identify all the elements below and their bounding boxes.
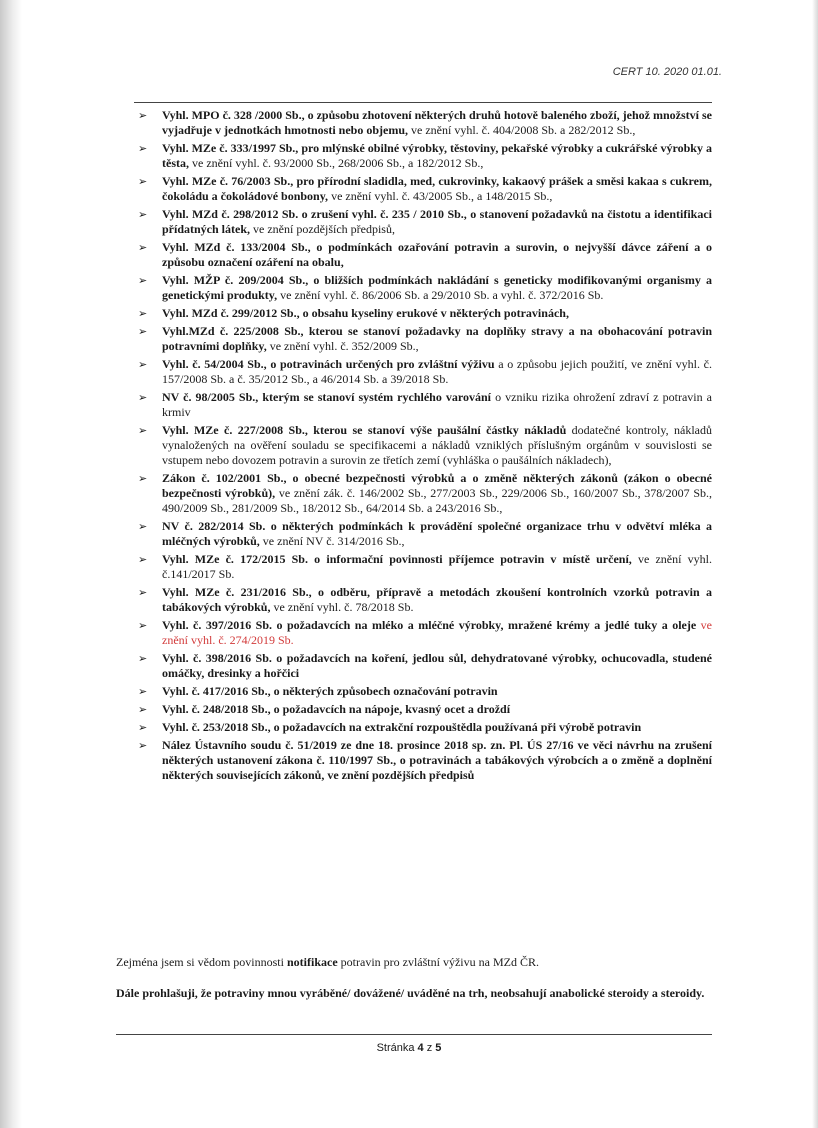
certificate-reference: CERT 10. 2020 01.01. <box>612 66 722 78</box>
legislation-item <box>132 423 712 468</box>
legislation-title: Vyhl. MŽP č. 209/2004 Sb., o bližších podmínkách nakládání s geneticky modifikovanými organismy a genetickými produkty, <box>162 273 712 302</box>
legislation-item <box>132 273 712 303</box>
arrow-bullet-icon: ➢ <box>138 109 148 122</box>
legislation-amendments: ve znění vyhl. č. 43/2005 Sb., a 148/2015 Sb., <box>328 189 553 203</box>
header-rule <box>134 102 712 103</box>
footer-page-prefix: Stránka <box>376 1042 418 1054</box>
arrow-bullet-icon: ➢ <box>138 586 148 599</box>
legislation-title: Vyhl. MZe č. 231/2016 Sb., o odběru, přípravě a metodách zkoušení kontrolních vzorků potravin a tabákových výrobků, <box>162 585 712 614</box>
arrow-bullet-icon: ➢ <box>138 175 148 188</box>
legislation-title: Vyhl. č. 397/2016 Sb. o požadavcích na mléko a mléčné výrobky, mražené krémy a jedlé tuky a oleje <box>162 618 697 632</box>
arrow-bullet-icon: ➢ <box>138 553 148 566</box>
arrow-bullet-icon: ➢ <box>138 619 148 632</box>
notification-notice <box>116 955 712 970</box>
arrow-bullet-icon: ➢ <box>138 721 148 734</box>
legislation-amendments: ve znění vyhl. č. 93/2000 Sb., 268/2006 Sb., a 182/2012 Sb., <box>189 156 484 170</box>
legislation-title: Vyhl. MPO č. 328 /2000 Sb., o způsobu zhotovení některých druhů hotově baleného zboží, jehož množství se vyjadřuje v jednotkách hmotnosti nebo objemu, <box>162 108 712 137</box>
legislation-item <box>132 651 712 681</box>
legislation-amendments: ve znění vyhl. č.141/2017 Sb. <box>162 552 712 581</box>
legislation-item <box>132 174 712 204</box>
legislation-item <box>132 684 712 699</box>
arrow-bullet-icon: ➢ <box>138 142 148 155</box>
footer-page-total: 5 <box>435 1042 442 1054</box>
arrow-bullet-icon: ➢ <box>138 391 148 404</box>
legislation-highlight: ve znění vyhl. č. 274/2019 Sb. <box>162 618 712 647</box>
legislation-item <box>132 720 712 735</box>
scan-right-edge <box>812 0 818 1128</box>
legislation-item <box>132 306 712 321</box>
legislation-item <box>132 390 712 420</box>
footer-page-number: 4 <box>417 1042 424 1054</box>
notice-text-pre: Zejména jsem si vědom povinnosti <box>116 955 287 969</box>
legislation-amendments: ve znění vyhl. č. 86/2006 Sb. a 29/2010 Sb. a vyhl. č. 372/2016 Sb. <box>277 288 604 302</box>
legislation-amendments: a o způsobu jejich použití, ve znění vyhl. č. 157/2008 Sb. a č. 35/2012 Sb., a 46/2014 Sb. a 39/2018 Sb. <box>162 357 712 386</box>
legislation-amendments: ve znění pozdějších předpisů, <box>250 222 395 236</box>
legislation-amendments: ve znění vyhl. č. 78/2018 Sb. <box>270 600 414 614</box>
legislation-item <box>132 471 712 516</box>
legislation-title: NV č. 98/2005 Sb., kterým se stanoví systém rychlého varování <box>162 390 492 404</box>
legislation-amendments: ve znění vyhl. č. 352/2009 Sb., <box>266 339 419 353</box>
legislation-amendments: o vzniku rizika ohrožení zdraví z potravin a krmiv <box>162 390 713 419</box>
closing-declaration: Dále prohlašuji, že potraviny mnou vyráběné/ dovážené/ uváděné na trh, neobsahují anabolické steroidy a steroidy. <box>116 986 705 1000</box>
legislation-item <box>132 207 712 237</box>
legislation-title: Vyhl. MZe č. 227/2008 Sb., kterou se stanoví výše paušální částky nákladů <box>162 423 567 437</box>
legislation-item <box>132 357 712 387</box>
legislation-item <box>132 552 712 582</box>
legislation-amendments: dodatečné kontroly, nákladů vynaložených na ověření souladu se specifikacemi a nákladů vzniklých příslušným orgánům v souvislosti se vstupem nebo dovozem potravin a surovin ze třetích zemí (vyhláška o paušálních nákladech), <box>162 423 712 467</box>
footer-rule <box>116 1034 712 1035</box>
arrow-bullet-icon: ➢ <box>138 685 148 698</box>
legislation-item <box>132 108 712 138</box>
arrow-bullet-icon: ➢ <box>138 274 148 287</box>
arrow-bullet-icon: ➢ <box>138 739 148 752</box>
arrow-bullet-icon: ➢ <box>138 325 148 338</box>
footer-page-separator: z <box>423 1042 436 1054</box>
legislation-title: Vyhl. MZe č. 76/2003 Sb., pro přírodní sladidla, med, cukrovinky, kakaový prášek a směsi kakaa s cukrem, čokoládu a čokoládové bonbony, <box>162 174 712 203</box>
arrow-bullet-icon: ➢ <box>138 424 148 437</box>
legislation-item <box>132 240 712 270</box>
scan-edge-shadow <box>0 0 22 1128</box>
arrow-bullet-icon: ➢ <box>138 652 148 665</box>
legislation-title: Vyhl. MZd č. 299/2012 Sb., o obsahu kyseliny erukové v některých potravinách, <box>162 306 569 320</box>
notice-text-bold: notifikace <box>286 955 338 969</box>
arrow-bullet-icon: ➢ <box>138 520 148 533</box>
arrow-bullet-icon: ➢ <box>138 241 148 254</box>
legislation-title: Vyhl. č. 417/2016 Sb., o některých způsobech označování potravin <box>162 684 498 698</box>
legislation-title: Vyhl. č. 54/2004 Sb., o potravinách určených pro zvláštní výživu <box>162 357 495 371</box>
legislation-amendments: ve znění vyhl. č. 404/2008 Sb. a 282/2012 Sb., <box>408 123 636 137</box>
legislation-title: Zákon č. 102/2001 Sb., o obecné bezpečnosti výrobků a o změně některých zákonů (zákon o obecné bezpečnosti výrobků), <box>162 471 712 500</box>
arrow-bullet-icon: ➢ <box>138 307 148 320</box>
arrow-bullet-icon: ➢ <box>138 472 148 485</box>
legislation-title: Vyhl. MZd č. 298/2012 Sb. o zrušení vyhl. č. 235 / 2010 Sb., o stanovení požadavků na čistotu a identifikaci přídatných látek, <box>162 207 712 236</box>
legislation-title: Vyhl. MZd č. 133/2004 Sb., o podmínkách ozařování potravin a surovin, o nejvyšší dávce záření a o způsobu označení ozáření na obalu, <box>162 240 712 269</box>
legislation-item <box>132 585 712 615</box>
legislation-title: Vyhl. č. 253/2018 Sb., o požadavcích na extrakční rozpouštědla používaná při výrobě potravin <box>162 720 642 734</box>
legislation-item <box>132 702 712 717</box>
legislation-amendments: ve znění NV č. 314/2016 Sb., <box>259 534 405 548</box>
legislation-title: NV č. 282/2014 Sb. o některých podmínkách k provádění společné organizace trhu v odvětví mléka a mléčných výrobků, <box>162 519 712 548</box>
legislation-item <box>132 738 712 783</box>
legislation-item <box>132 519 712 549</box>
legislation-item <box>132 324 712 354</box>
legislation-title: Vyhl. č. 248/2018 Sb., o požadavcích na nápoje, kvasný ocet a droždí <box>162 702 511 716</box>
legislation-title: Vyhl. č. 398/2016 Sb. o požadavcích na koření, jedlou sůl, dehydratované výrobky, ochucovadla, studené omáčky, dresinky a hořčici <box>162 651 712 680</box>
legislation-list <box>132 108 712 786</box>
legislation-title: Vyhl. MZe č. 172/2015 Sb. o informační povinnosti příjemce potravin v místě určení, <box>162 552 632 566</box>
arrow-bullet-icon: ➢ <box>138 208 148 221</box>
legislation-title: Vyhl. MZe č. 333/1997 Sb., pro mlýnské obilné výrobky, těstoviny, pekařské výrobky a cukrářské výrobky a těsta, <box>162 141 712 170</box>
arrow-bullet-icon: ➢ <box>138 358 148 371</box>
arrow-bullet-icon: ➢ <box>138 703 148 716</box>
legislation-title: Nález Ústavního soudu č. 51/2019 ze dne 18. prosince 2018 sp. zn. Pl. ÚS 27/16 ve věci návrhu na zrušení některých ustanovení zákona č. 110/1997 Sb., o potravinách a tabákových výrobcích a o změně a doplnění některých souvisejících zákonů, ve znění pozdějších předpisů <box>162 738 712 782</box>
legislation-title: Vyhl.MZd č. 225/2008 Sb., kterou se stanoví požadavky na doplňky stravy a na obohacování potravin potravními doplňky, <box>162 324 712 353</box>
page-footer <box>0 1042 818 1054</box>
legislation-amendments: ve znění zák. č. 146/2002 Sb., 277/2003 Sb., 229/2006 Sb., 160/2007 Sb., 378/2007 Sb., 490/2009 Sb., 281/2009 Sb., 18/2012 Sb., 64/2014 Sb. a 243/2016 Sb., <box>162 486 712 515</box>
legislation-item <box>132 141 712 171</box>
notice-text-post: potravin pro zvláštní výživu na MZd ČR. <box>337 955 539 969</box>
legislation-item <box>132 618 712 648</box>
